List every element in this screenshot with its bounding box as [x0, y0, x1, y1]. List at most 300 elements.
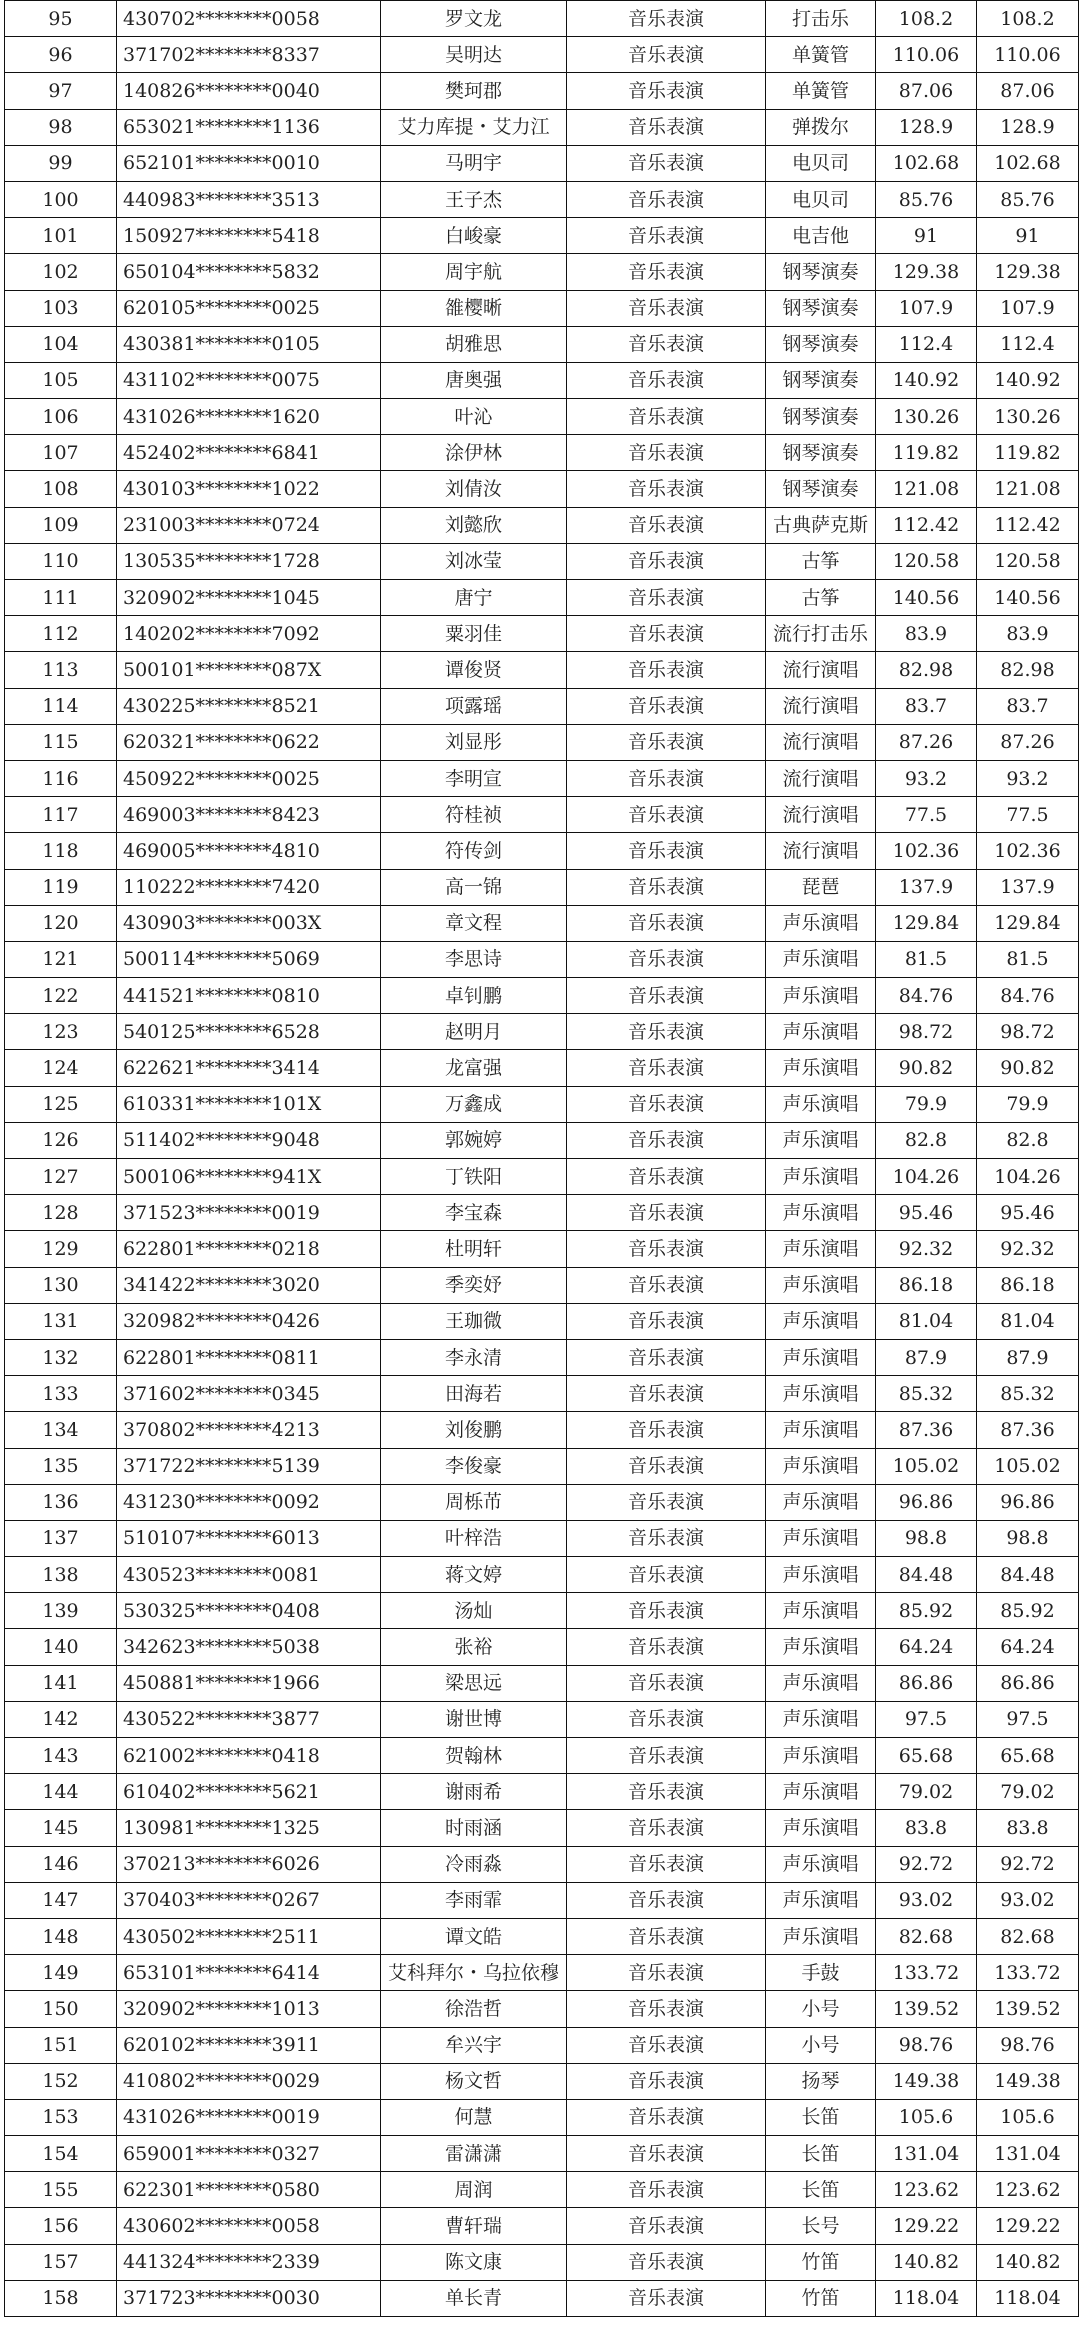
- instrument-cell: 单簧管: [766, 37, 876, 73]
- total-score-cell: 83.7: [977, 688, 1079, 724]
- row-number-cell: 110: [5, 543, 117, 579]
- id-number-cell: 140202********7092: [117, 616, 381, 652]
- table-row: [5, 1339, 1079, 1375]
- major-cell: 音乐表演: [567, 905, 766, 941]
- score-cell: 96.86: [876, 1484, 977, 1520]
- major-cell: 音乐表演: [567, 833, 766, 869]
- row-number-cell: 132: [5, 1339, 117, 1375]
- table-row: [5, 941, 1079, 977]
- total-score-cell: 108.2: [977, 1, 1079, 37]
- total-score-cell: 104.26: [977, 1159, 1079, 1195]
- id-number-cell: 511402********9048: [117, 1122, 381, 1158]
- id-number-cell: 130981********1325: [117, 1810, 381, 1846]
- name-cell: 周宇航: [381, 254, 567, 290]
- table-row: [5, 1014, 1079, 1050]
- name-cell: 牟兴宇: [381, 2027, 567, 2063]
- major-cell: 音乐表演: [567, 1014, 766, 1050]
- id-number-cell: 431026********1620: [117, 399, 381, 435]
- name-cell: 粟羽佳: [381, 616, 567, 652]
- name-cell: 刘倩汝: [381, 471, 567, 507]
- instrument-cell: 手鼓: [766, 1955, 876, 1991]
- major-cell: 音乐表演: [567, 1846, 766, 1882]
- table-row: [5, 1267, 1079, 1303]
- total-score-cell: 102.68: [977, 145, 1079, 181]
- score-cell: 85.92: [876, 1593, 977, 1629]
- score-cell: 120.58: [876, 543, 977, 579]
- score-cell: 110.06: [876, 37, 977, 73]
- table-row: [5, 724, 1079, 760]
- score-cell: 128.9: [876, 109, 977, 145]
- name-cell: 龙富强: [381, 1050, 567, 1086]
- score-cell: 112.4: [876, 326, 977, 362]
- row-number-cell: 135: [5, 1448, 117, 1484]
- total-score-cell: 105.6: [977, 2099, 1079, 2135]
- row-number-cell: 152: [5, 2063, 117, 2099]
- row-number-cell: 123: [5, 1014, 117, 1050]
- table-row: [5, 145, 1079, 181]
- instrument-cell: 电贝司: [766, 181, 876, 217]
- table-row: [5, 254, 1079, 290]
- major-cell: 音乐表演: [567, 1955, 766, 1991]
- id-number-cell: 622621********3414: [117, 1050, 381, 1086]
- name-cell: 艾科拜尔・乌拉依穆: [381, 1955, 567, 1991]
- instrument-cell: 流行演唱: [766, 797, 876, 833]
- row-number-cell: 104: [5, 326, 117, 362]
- instrument-cell: 琵琶: [766, 869, 876, 905]
- name-cell: 谢世博: [381, 1701, 567, 1737]
- id-number-cell: 440983********3513: [117, 181, 381, 217]
- row-number-cell: 107: [5, 435, 117, 471]
- score-cell: 83.8: [876, 1810, 977, 1846]
- table-row: [5, 362, 1079, 398]
- table-row: [5, 652, 1079, 688]
- name-cell: 冷雨淼: [381, 1846, 567, 1882]
- row-number-cell: 115: [5, 724, 117, 760]
- row-number-cell: 131: [5, 1303, 117, 1339]
- row-number-cell: 155: [5, 2172, 117, 2208]
- row-number-cell: 158: [5, 2280, 117, 2316]
- major-cell: 音乐表演: [567, 1, 766, 37]
- instrument-cell: 声乐演唱: [766, 1050, 876, 1086]
- major-cell: 音乐表演: [567, 2027, 766, 2063]
- row-number-cell: 112: [5, 616, 117, 652]
- name-cell: 王珈微: [381, 1303, 567, 1339]
- table-row: [5, 1376, 1079, 1412]
- score-cell: 79.9: [876, 1086, 977, 1122]
- id-number-cell: 140826********0040: [117, 73, 381, 109]
- score-cell: 123.62: [876, 2172, 977, 2208]
- name-cell: 刘显彤: [381, 724, 567, 760]
- major-cell: 音乐表演: [567, 73, 766, 109]
- name-cell: 丁铁阳: [381, 1159, 567, 1195]
- table-row: [5, 1665, 1079, 1701]
- name-cell: 杨文哲: [381, 2063, 567, 2099]
- total-score-cell: 110.06: [977, 37, 1079, 73]
- total-score-cell: 79.9: [977, 1086, 1079, 1122]
- total-score-cell: 85.92: [977, 1593, 1079, 1629]
- instrument-cell: 流行打击乐: [766, 616, 876, 652]
- table-row: [5, 616, 1079, 652]
- id-number-cell: 469005********4810: [117, 833, 381, 869]
- score-cell: 93.02: [876, 1882, 977, 1918]
- name-cell: 蒋文婷: [381, 1557, 567, 1593]
- table-row: [5, 760, 1079, 796]
- instrument-cell: 流行演唱: [766, 688, 876, 724]
- id-number-cell: 622801********0218: [117, 1231, 381, 1267]
- name-cell: 高一锦: [381, 869, 567, 905]
- instrument-cell: 古筝: [766, 580, 876, 616]
- score-cell: 93.2: [876, 760, 977, 796]
- table-row: [5, 37, 1079, 73]
- id-number-cell: 450881********1966: [117, 1665, 381, 1701]
- row-number-cell: 102: [5, 254, 117, 290]
- name-cell: 符桂祯: [381, 797, 567, 833]
- major-cell: 音乐表演: [567, 37, 766, 73]
- total-score-cell: 98.8: [977, 1520, 1079, 1556]
- score-cell: 90.82: [876, 1050, 977, 1086]
- name-cell: 艾力库提・艾力江: [381, 109, 567, 145]
- instrument-cell: 长号: [766, 2208, 876, 2244]
- total-score-cell: 129.38: [977, 254, 1079, 290]
- id-number-cell: 370802********4213: [117, 1412, 381, 1448]
- id-number-cell: 510107********6013: [117, 1520, 381, 1556]
- id-number-cell: 371602********0345: [117, 1376, 381, 1412]
- row-number-cell: 116: [5, 760, 117, 796]
- id-number-cell: 652101********0010: [117, 145, 381, 181]
- row-number-cell: 128: [5, 1195, 117, 1231]
- score-cell: 107.9: [876, 290, 977, 326]
- total-score-cell: 137.9: [977, 869, 1079, 905]
- major-cell: 音乐表演: [567, 1267, 766, 1303]
- instrument-cell: 声乐演唱: [766, 1376, 876, 1412]
- instrument-cell: 竹笛: [766, 2244, 876, 2280]
- row-number-cell: 103: [5, 290, 117, 326]
- table-row: [5, 833, 1079, 869]
- major-cell: 音乐表演: [567, 1774, 766, 1810]
- score-cell: 86.86: [876, 1665, 977, 1701]
- id-number-cell: 622801********0811: [117, 1339, 381, 1375]
- id-number-cell: 430702********0058: [117, 1, 381, 37]
- instrument-cell: 声乐演唱: [766, 1701, 876, 1737]
- row-number-cell: 126: [5, 1122, 117, 1158]
- score-cell: 86.18: [876, 1267, 977, 1303]
- row-number-cell: 145: [5, 1810, 117, 1846]
- table-row: [5, 905, 1079, 941]
- total-score-cell: 83.8: [977, 1810, 1079, 1846]
- score-cell: 105.02: [876, 1448, 977, 1484]
- name-cell: 谢雨希: [381, 1774, 567, 1810]
- table-row: [5, 1195, 1079, 1231]
- id-number-cell: 610331********101X: [117, 1086, 381, 1122]
- id-number-cell: 430523********0081: [117, 1557, 381, 1593]
- id-number-cell: 430103********1022: [117, 471, 381, 507]
- name-cell: 白峻豪: [381, 218, 567, 254]
- score-cell: 87.9: [876, 1339, 977, 1375]
- table-row: [5, 1882, 1079, 1918]
- instrument-cell: 电贝司: [766, 145, 876, 181]
- total-score-cell: 129.22: [977, 2208, 1079, 2244]
- row-number-cell: 133: [5, 1376, 117, 1412]
- instrument-cell: 竹笛: [766, 2280, 876, 2316]
- major-cell: 音乐表演: [567, 326, 766, 362]
- total-score-cell: 140.56: [977, 580, 1079, 616]
- instrument-cell: 声乐演唱: [766, 1412, 876, 1448]
- id-number-cell: 441521********0810: [117, 978, 381, 1014]
- total-score-cell: 119.82: [977, 435, 1079, 471]
- id-number-cell: 431102********0075: [117, 362, 381, 398]
- score-cell: 129.22: [876, 2208, 977, 2244]
- id-number-cell: 370213********6026: [117, 1846, 381, 1882]
- table-row: [5, 1484, 1079, 1520]
- id-number-cell: 500101********087X: [117, 652, 381, 688]
- table-row: [5, 797, 1079, 833]
- score-cell: 104.26: [876, 1159, 977, 1195]
- major-cell: 音乐表演: [567, 580, 766, 616]
- score-cell: 83.9: [876, 616, 977, 652]
- table-row: [5, 218, 1079, 254]
- score-cell: 65.68: [876, 1738, 977, 1774]
- id-number-cell: 620105********0025: [117, 290, 381, 326]
- name-cell: 涂伊林: [381, 435, 567, 471]
- id-number-cell: 430903********003X: [117, 905, 381, 941]
- instrument-cell: 单簧管: [766, 73, 876, 109]
- table-row: [5, 1738, 1079, 1774]
- id-number-cell: 452402********6841: [117, 435, 381, 471]
- total-score-cell: 85.32: [977, 1376, 1079, 1412]
- row-number-cell: 150: [5, 1991, 117, 2027]
- name-cell: 叶梓浩: [381, 1520, 567, 1556]
- instrument-cell: 钢琴演奏: [766, 254, 876, 290]
- score-cell: 82.68: [876, 1918, 977, 1954]
- table-row: [5, 2208, 1079, 2244]
- major-cell: 音乐表演: [567, 109, 766, 145]
- table-row: [5, 688, 1079, 724]
- name-cell: 梁思远: [381, 1665, 567, 1701]
- major-cell: 音乐表演: [567, 1593, 766, 1629]
- table-row: [5, 1122, 1079, 1158]
- instrument-cell: 声乐演唱: [766, 1557, 876, 1593]
- score-cell: 84.48: [876, 1557, 977, 1593]
- id-number-cell: 371702********8337: [117, 37, 381, 73]
- score-cell: 82.8: [876, 1122, 977, 1158]
- id-number-cell: 659001********0327: [117, 2136, 381, 2172]
- table-row: [5, 869, 1079, 905]
- score-cell: 119.82: [876, 435, 977, 471]
- instrument-cell: 声乐演唱: [766, 1339, 876, 1375]
- instrument-cell: 声乐演唱: [766, 1918, 876, 1954]
- total-score-cell: 77.5: [977, 797, 1079, 833]
- major-cell: 音乐表演: [567, 1376, 766, 1412]
- name-cell: 唐宁: [381, 580, 567, 616]
- score-cell: 87.36: [876, 1412, 977, 1448]
- table-row: [5, 1701, 1079, 1737]
- name-cell: 曹轩瑞: [381, 2208, 567, 2244]
- instrument-cell: 声乐演唱: [766, 1520, 876, 1556]
- major-cell: 音乐表演: [567, 1231, 766, 1267]
- major-cell: 音乐表演: [567, 1882, 766, 1918]
- instrument-cell: 钢琴演奏: [766, 435, 876, 471]
- total-score-cell: 87.9: [977, 1339, 1079, 1375]
- major-cell: 音乐表演: [567, 254, 766, 290]
- total-score-cell: 140.82: [977, 2244, 1079, 2280]
- total-score-cell: 81.04: [977, 1303, 1079, 1339]
- row-number-cell: 109: [5, 507, 117, 543]
- instrument-cell: 小号: [766, 2027, 876, 2063]
- major-cell: 音乐表演: [567, 1086, 766, 1122]
- major-cell: 音乐表演: [567, 688, 766, 724]
- row-number-cell: 156: [5, 2208, 117, 2244]
- row-number-cell: 149: [5, 1955, 117, 1991]
- table-row: [5, 2244, 1079, 2280]
- total-score-cell: 85.76: [977, 181, 1079, 217]
- row-number-cell: 97: [5, 73, 117, 109]
- row-number-cell: 120: [5, 905, 117, 941]
- total-score-cell: 97.5: [977, 1701, 1079, 1737]
- score-cell: 108.2: [876, 1, 977, 37]
- table-row: [5, 543, 1079, 579]
- row-number-cell: 101: [5, 218, 117, 254]
- major-cell: 音乐表演: [567, 1701, 766, 1737]
- score-cell: 137.9: [876, 869, 977, 905]
- score-cell: 118.04: [876, 2280, 977, 2316]
- instrument-cell: 声乐演唱: [766, 1267, 876, 1303]
- instrument-cell: 扬琴: [766, 2063, 876, 2099]
- name-cell: 万鑫成: [381, 1086, 567, 1122]
- instrument-cell: 长笛: [766, 2136, 876, 2172]
- table-row: [5, 471, 1079, 507]
- name-cell: 何慧: [381, 2099, 567, 2135]
- id-number-cell: 430225********8521: [117, 688, 381, 724]
- total-score-cell: 87.26: [977, 724, 1079, 760]
- instrument-cell: 声乐演唱: [766, 1810, 876, 1846]
- instrument-cell: 声乐演唱: [766, 1629, 876, 1665]
- name-cell: 陈文康: [381, 2244, 567, 2280]
- instrument-cell: 钢琴演奏: [766, 290, 876, 326]
- row-number-cell: 153: [5, 2099, 117, 2135]
- total-score-cell: 82.68: [977, 1918, 1079, 1954]
- major-cell: 音乐表演: [567, 1918, 766, 1954]
- major-cell: 音乐表演: [567, 1738, 766, 1774]
- id-number-cell: 370403********0267: [117, 1882, 381, 1918]
- total-score-cell: 112.4: [977, 326, 1079, 362]
- id-number-cell: 441324********2339: [117, 2244, 381, 2280]
- major-cell: 音乐表演: [567, 1448, 766, 1484]
- table-row: [5, 1810, 1079, 1846]
- total-score-cell: 98.76: [977, 2027, 1079, 2063]
- name-cell: 罗文龙: [381, 1, 567, 37]
- id-number-cell: 500114********5069: [117, 941, 381, 977]
- total-score-cell: 107.9: [977, 290, 1079, 326]
- score-cell: 149.38: [876, 2063, 977, 2099]
- total-score-cell: 93.2: [977, 760, 1079, 796]
- instrument-cell: 弹拨尔: [766, 109, 876, 145]
- major-cell: 音乐表演: [567, 724, 766, 760]
- major-cell: 音乐表演: [567, 978, 766, 1014]
- name-cell: 唐奥强: [381, 362, 567, 398]
- major-cell: 音乐表演: [567, 2280, 766, 2316]
- row-number-cell: 144: [5, 1774, 117, 1810]
- total-score-cell: 84.76: [977, 978, 1079, 1014]
- major-cell: 音乐表演: [567, 760, 766, 796]
- table-row: [5, 109, 1079, 145]
- table-row: [5, 1050, 1079, 1086]
- score-cell: 140.56: [876, 580, 977, 616]
- row-number-cell: 130: [5, 1267, 117, 1303]
- major-cell: 音乐表演: [567, 1557, 766, 1593]
- total-score-cell: 128.9: [977, 109, 1079, 145]
- row-number-cell: 125: [5, 1086, 117, 1122]
- score-cell: 87.06: [876, 73, 977, 109]
- instrument-cell: 声乐演唱: [766, 905, 876, 941]
- score-cell: 87.26: [876, 724, 977, 760]
- row-number-cell: 118: [5, 833, 117, 869]
- major-cell: 音乐表演: [567, 399, 766, 435]
- row-number-cell: 99: [5, 145, 117, 181]
- score-cell: 133.72: [876, 1955, 977, 1991]
- instrument-cell: 流行演唱: [766, 652, 876, 688]
- row-number-cell: 95: [5, 1, 117, 37]
- row-number-cell: 137: [5, 1520, 117, 1556]
- id-number-cell: 371523********0019: [117, 1195, 381, 1231]
- instrument-cell: 声乐演唱: [766, 941, 876, 977]
- table-row: [5, 1557, 1079, 1593]
- total-score-cell: 81.5: [977, 941, 1079, 977]
- instrument-cell: 流行演唱: [766, 760, 876, 796]
- name-cell: 单长青: [381, 2280, 567, 2316]
- row-number-cell: 141: [5, 1665, 117, 1701]
- instrument-cell: 声乐演唱: [766, 1014, 876, 1050]
- name-cell: 田海若: [381, 1376, 567, 1412]
- instrument-cell: 钢琴演奏: [766, 362, 876, 398]
- instrument-cell: 声乐演唱: [766, 1882, 876, 1918]
- id-number-cell: 320902********1013: [117, 1991, 381, 2027]
- major-cell: 音乐表演: [567, 2208, 766, 2244]
- major-cell: 音乐表演: [567, 2099, 766, 2135]
- instrument-cell: 声乐演唱: [766, 1484, 876, 1520]
- instrument-cell: 长笛: [766, 2099, 876, 2135]
- name-cell: 雒樱晰: [381, 290, 567, 326]
- row-number-cell: 146: [5, 1846, 117, 1882]
- row-number-cell: 111: [5, 580, 117, 616]
- id-number-cell: 371722********5139: [117, 1448, 381, 1484]
- row-number-cell: 139: [5, 1593, 117, 1629]
- major-cell: 音乐表演: [567, 1303, 766, 1339]
- major-cell: 音乐表演: [567, 1991, 766, 2027]
- total-score-cell: 65.68: [977, 1738, 1079, 1774]
- total-score-cell: 98.72: [977, 1014, 1079, 1050]
- score-cell: 112.42: [876, 507, 977, 543]
- instrument-cell: 古筝: [766, 543, 876, 579]
- major-cell: 音乐表演: [567, 941, 766, 977]
- name-cell: 刘冰莹: [381, 543, 567, 579]
- major-cell: 音乐表演: [567, 1050, 766, 1086]
- table-row: [5, 1991, 1079, 2027]
- major-cell: 音乐表演: [567, 616, 766, 652]
- row-number-cell: 108: [5, 471, 117, 507]
- instrument-cell: 声乐演唱: [766, 1122, 876, 1158]
- id-number-cell: 540125********6528: [117, 1014, 381, 1050]
- major-cell: 音乐表演: [567, 2136, 766, 2172]
- name-cell: 赵明月: [381, 1014, 567, 1050]
- id-number-cell: 530325********0408: [117, 1593, 381, 1629]
- table-row: [5, 2063, 1079, 2099]
- table-row: [5, 2280, 1079, 2316]
- table-row: [5, 1448, 1079, 1484]
- row-number-cell: 136: [5, 1484, 117, 1520]
- id-number-cell: 620102********3911: [117, 2027, 381, 2063]
- total-score-cell: 102.36: [977, 833, 1079, 869]
- name-cell: 李思诗: [381, 941, 567, 977]
